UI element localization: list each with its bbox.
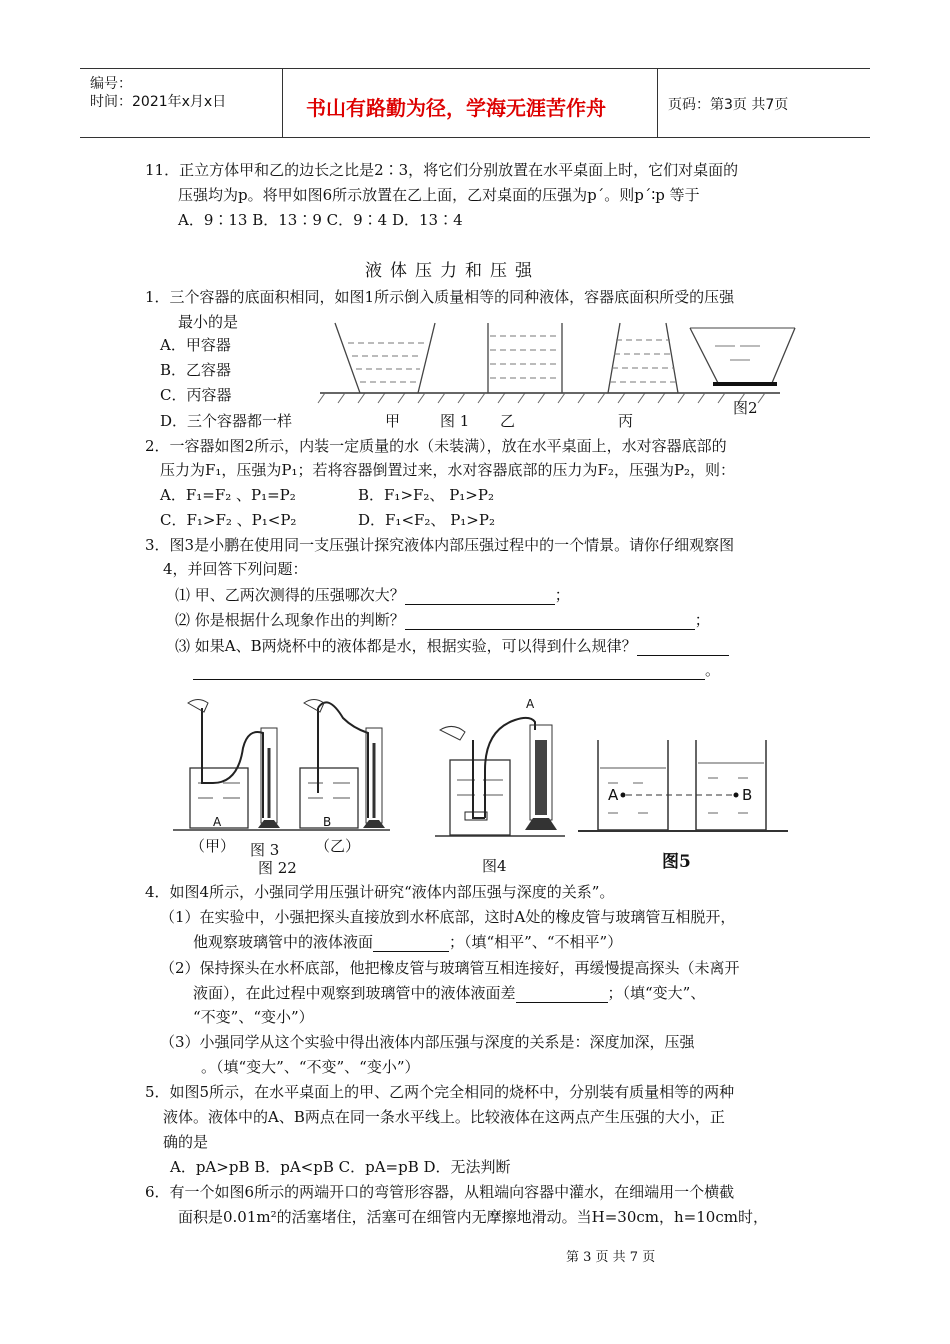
q3-sub1-end: ； — [554, 586, 570, 604]
q4-part3b-text: 。（填“变大”、“不变”、“变小”） — [201, 1058, 420, 1076]
header-divider-right — [657, 69, 658, 137]
q11-options: A．9∶13 B．13∶9 C．9∶4 D．13∶4 — [178, 211, 463, 229]
header-page-info: 页码：第3页 共7页 — [668, 97, 789, 113]
q4-part1b — [193, 932, 622, 952]
fig3-label-yi: （乙） — [315, 837, 361, 855]
q11-line2: 压强均为p。将甲如图6所示放置在乙上面，乙对桌面的压强为p´。则p´∶p 等于 — [178, 186, 700, 204]
fig5-point-b: B — [742, 786, 753, 804]
fig4-point-a: A — [526, 697, 535, 711]
fig2-label: 图2 — [733, 399, 758, 417]
q4-part2b-text: 液面），在此过程中观察到玻璃管中的液体液面差 — [193, 984, 516, 1002]
q4-part1b-text: 他观察玻璃管中的液体液面 — [193, 933, 374, 951]
q3-sub1-blank[interactable] — [405, 588, 555, 605]
header-date: 时间：2021年x月x日 — [90, 94, 227, 110]
q1-option-d: D．三个容器都一样 — [160, 412, 293, 430]
fig1-label-bing: 丙 — [618, 412, 634, 430]
q5-options: A．pA>pB B．pA<pB C．pA=pB D．无法判断 — [170, 1158, 511, 1176]
q3-sub2-blank[interactable] — [405, 613, 695, 630]
q3-sub3-text: ⑶ 如果A、B两烧杯中的液体都是水，根据实验，可以得到什么规律？ — [175, 637, 637, 655]
fig3-point-b: B — [323, 815, 332, 829]
q4-part3-blank[interactable] — [193, 1061, 201, 1077]
q3-line1: 3．图3是小鹏在使用同一支压强计探究液体内部压强过程中的一个情景。请你仔细观察图 — [145, 536, 735, 554]
q3-sub2-text: ⑵ 你是根据什么现象作出的判断？ — [175, 611, 405, 629]
q6-line1: 6．有一个如图6所示的两端开口的弯管形容器，从粗端向容器中灌水，在细端用一个横截 — [145, 1183, 735, 1201]
q4-line1: 4．如图4所示，小强同学用压强计研究“液体内部压强与深度的关系”。 — [145, 883, 615, 901]
header-divider-left — [282, 69, 283, 137]
fig3-label-jia: （甲） — [190, 837, 236, 855]
q4-part1c-text: ；（填“相平”、“不相平”） — [449, 933, 623, 951]
section-title: 液体压力和压强 — [365, 261, 540, 281]
fig4-label: 图4 — [482, 857, 507, 875]
q1-line1: 1．三个容器的底面积相同，如图1所示倒入质量相等的同种液体，容器底面积所受的压强 — [145, 288, 735, 306]
q3-sub2 — [175, 610, 710, 630]
q3-sub3-blank[interactable] — [637, 639, 729, 656]
q3-line2: 4，并回答下列问题： — [163, 560, 308, 578]
figure-3-pressure-gauges — [168, 688, 393, 838]
fig1-label-jia: 甲 — [385, 412, 401, 430]
q4-part1-blank[interactable] — [373, 935, 449, 952]
q2-option-b: B．F₁>F₂、 P₁>P₂ — [358, 486, 494, 504]
q3-sub3-blank2[interactable] — [193, 663, 705, 680]
q1-option-a: A．甲容器 — [160, 336, 231, 354]
q2-option-d: D．F₁<F₂、 P₁>P₂ — [358, 511, 495, 529]
q3-sub3 — [175, 636, 729, 656]
q3-sub3-end: 。 — [705, 661, 721, 679]
q5-line3: 确的是 — [163, 1133, 209, 1151]
q1-option-b: B．乙容器 — [160, 361, 232, 379]
q4-part3b — [193, 1057, 420, 1077]
header-code: 编号： — [90, 76, 132, 92]
fig5-point-a: A — [608, 786, 619, 804]
fig3-point-a: A — [213, 815, 222, 829]
q5-line2: 液体。液体中的A、B两点在同一条水平线上。比较液体在这两点产生压强的大小，正 — [163, 1108, 725, 1126]
page-header — [80, 68, 870, 138]
q2-option-c: C．F₁>F₂ 、P₁<P₂ — [160, 511, 297, 529]
q3-sub3-cont — [193, 660, 720, 680]
q3-sub1 — [175, 585, 570, 605]
fig5-label: 图5 — [662, 852, 691, 872]
fig22-label: 图 22 — [258, 859, 297, 877]
q11-line1: 11．正立方体甲和乙的边长之比是2∶3，将它们分别放置在水平桌面上时，它们对桌面的 — [145, 161, 739, 179]
q2-line1: 2．一容器如图2所示，内装一定质量的水（未装满），放在水平桌面上，水对容器底部的 — [145, 437, 727, 455]
q6-line2: 面积是0.01m²的活塞堵住，活塞可在细管内无摩擦地滑动。当H=30cm，h=10cm时， — [178, 1208, 768, 1226]
q4-part2c-text: ；（填“变大”、 — [607, 984, 706, 1002]
q1-option-c: C．丙容器 — [160, 386, 232, 404]
q4-part1a: （1）在实验中，小强把探头直接放到水杯底部，这时A处的橡皮管与玻璃管互相脱开， — [160, 908, 736, 926]
q3-sub2-end: ； — [694, 611, 710, 629]
fig1-label: 图 1 — [440, 412, 470, 430]
figure-1-containers — [310, 318, 800, 408]
q4-part2a: （2）保持探头在水杯底部，他把橡皮管与玻璃管互相连接好，再缓慢提高探头（未离开 — [160, 959, 740, 977]
q2-option-a: A．F₁=F₂ 、P₁=P₂ — [160, 486, 296, 504]
header-motto: 书山有路勤为径，学海无涯苦作舟 — [306, 96, 606, 120]
q1-line2: 最小的是 — [178, 313, 239, 331]
fig1-label-yi: 乙 — [500, 412, 516, 430]
figure-4-pressure-gauge — [425, 700, 565, 840]
q4-part3a: （3）小强同学从这个实验中得出液体内部压强与深度的关系是：深度加深，压强 — [160, 1033, 695, 1051]
q3-sub1-text: ⑴ 甲、乙两次测得的压强哪次大？ — [175, 586, 405, 604]
q5-line1: 5．如图5所示，在水平桌面上的甲、乙两个完全相同的烧杯中，分别装有质量相等的两种 — [145, 1083, 735, 1101]
q4-part2-blank[interactable] — [516, 986, 608, 1003]
q4-part2b — [193, 983, 705, 1003]
page-footer: 第 3 页 共 7 页 — [566, 1250, 656, 1265]
q2-line2: 压力为F₁，压强为P₁；若将容器倒置过来，水对容器底部的压力为F₂，压强为P₂，则： — [160, 461, 736, 479]
fig3-label: 图 3 — [250, 841, 280, 859]
q4-part2d: “不变”、“变小”） — [193, 1008, 314, 1026]
